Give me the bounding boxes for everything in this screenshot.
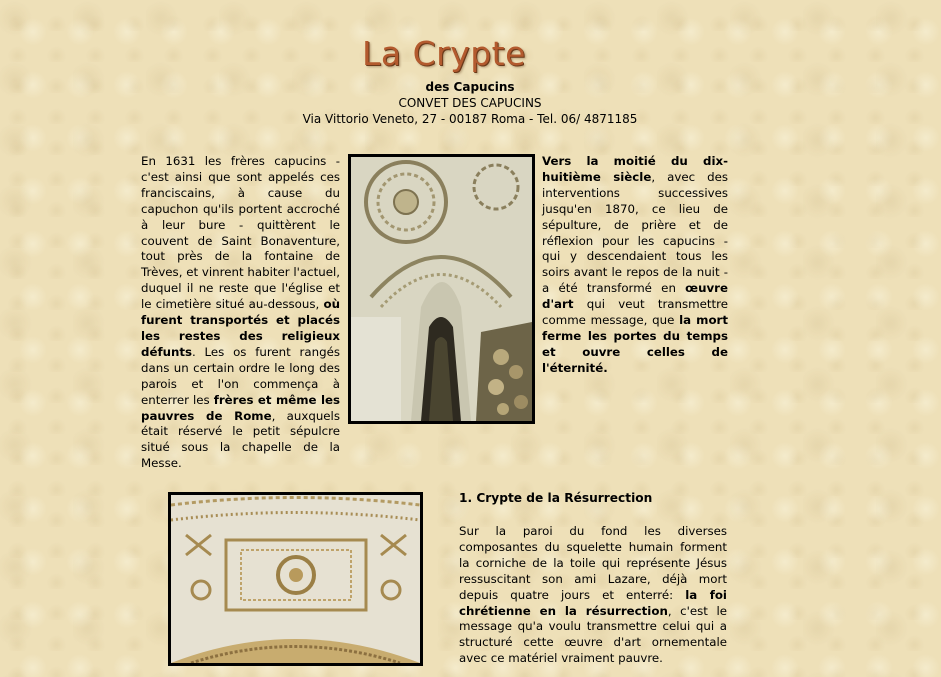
right-bold-2: œuvre d'art [542,281,728,312]
right-bold-3: la mort ferme les portes du temps et ouvre celles de l'éternité. [542,313,729,375]
right-text-2: qui veut transmettre comme message, que [542,297,728,328]
section-text-2: , c'est le message qu'a voulu transmettre celui qui a structuré cette œuvre d'art ornementale avec ce matériel vraiment pauvre. [459,603,727,666]
resurrection-crypt-photo [168,492,423,666]
right-bold-1: Vers la moitié du dix-huitième siècle [542,154,728,184]
page-title: La Crypte [362,34,526,73]
section-text-1: Sur la paroi du fond les diverses composantes du squelette humain forment la corniche de la toile qui représente Jésus ressuscitant son ami Lazare, déjà mort depuis quatre jours et enterré: [459,524,727,602]
page-subtitle: des Capucins [425,80,515,94]
intro-paragraph [141,154,340,472]
section-bold-1: la foi chrétienne en la résurrection [459,587,727,618]
address-line: Via Vittorio Veneto, 27 - 00187 Roma - Tel. 06/ 4871185 [302,112,638,126]
section-paragraph-resurrection [459,524,727,667]
intro-bold-1: où furent transportés et placés les restes des religieux défunts [141,297,340,359]
crypt-corridor-photo [348,154,535,424]
intro-bold-2: frères et même les pauvres de Rome [141,392,341,423]
right-paragraph [542,154,728,377]
header-block [200,79,740,127]
right-text-1: , avec des interventions successives jusqu'en 1870, ce lieu de sépulture, de prière et de réflexion pour les capucins - qui y descendaient tous les soirs avant le repos de la nuit - a été transformé en [542,169,728,296]
intro-text-2: . Les os furent rangés dans un certain ordre le long des parois et l'on commença à enterrer les [141,344,340,407]
convent-name: CONVET DES CAPUCINS [398,96,542,110]
section-title-resurrection: 1. Crypte de la Résurrection [459,491,653,505]
intro-text-3: , auxquels était réservé le petit sépulcre situé sous la chapelle de la Messe. [141,408,340,471]
intro-text-1: En 1631 les frères capucins - c'est ainsi que sont appelés ces franciscains, à cause du capuchon qu'ils portent accroché à leur bure - quittèrent le couvent de Saint Bonaventure, tout près de la fontaine de Trèves, et vinrent habiter l'actuel, duquel il ne reste que l'église et le cimetière situé au-dessous, [141,154,340,312]
